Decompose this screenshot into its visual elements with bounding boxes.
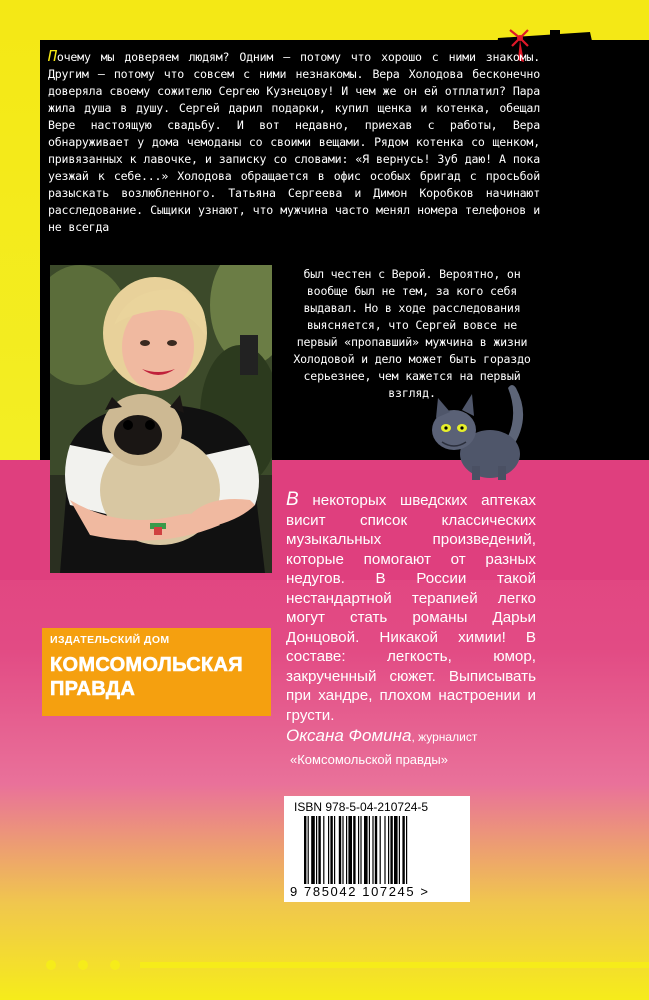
publisher-name-line2: ПРАВДА [50,678,136,700]
review-drop-letter: В [286,489,299,510]
reviewer-role: , журналист [411,730,478,744]
cat-illustration [428,378,538,483]
author-with-pug-image [50,265,272,573]
reviewer-outlet: «Комсомольской правды» [290,752,448,767]
barcode-icon [304,816,454,884]
annotation-text [48,48,540,236]
barcode-block [284,796,470,902]
publisher-name-line1: КОМСОМОЛЬСКАЯ [50,654,243,676]
isbn-label: ISBN 978-5-04-210724-5 [294,800,429,814]
annotation-text-tail: был честен с Верой. Вероятно, он вообще был не тем, за кого себя выдавал. Но в ходе расследования выясняется, что Сергей вовсе не первый «пропавший» мужчина в жизни Холодовой и дело может быть гораздо серьезнее, чем кажется на первый взгляд. [293,267,531,400]
review-body: некоторых шведских аптеках висит список классических музыкальных произведений, которые помогают от разных недугов. В России такой нестандартной терапией легко могут стать романы Дарьи Донцовой. Никакой химии! В составе: легкость, юмор, закрученный сюжет. Выписывать при хандре, плохом настроении и грусти. [286,492,536,724]
barcode-digits: 9 785042 107245 > [290,884,430,899]
reviewer-line [286,726,546,746]
decor-dot [110,960,120,970]
decor-dot [46,960,56,970]
author-photo [50,265,272,573]
annotation-body: очему мы доверяем людям? Одним — потому что хорошо с ними знакомы. Другим — потому что совсем с ними незнакомы. Вера Холодова бесконечно доверяла своему сожителю Сергею Кузнецову! И чем же он ей отплатил? Пара жила душа в душу. Сергей дарил подарки, купил щенка и котенка, обещал Вере настоящую свадьбу. И вот недавно, приехав с работы, Вера обнаруживает у дома чемоданы со своими вещами. Рядом котенка со щенком, привязанных к лавочке, и записку со словами: «Я вернусь! Зуб даю! А пока уезжай к себе...» Холодова обращается в офис особых бригад с просьбой разыскать возлюбленного. Татьяна Сергеева и Димон Коробков начинают расследование. Сыщики узнают, что мужчина часто менял номера телефонов и не всегда [48,50,540,234]
decor-line [140,962,649,968]
decor-dot [78,960,88,970]
drop-letter: П [48,47,57,65]
review-quote [286,490,536,725]
publisher-logo [42,628,271,716]
publisher-house-label: ИЗДАТЕЛЬСКИЙ ДОМ [50,634,170,646]
reviewer-name: Оксана Фомина [286,726,412,745]
